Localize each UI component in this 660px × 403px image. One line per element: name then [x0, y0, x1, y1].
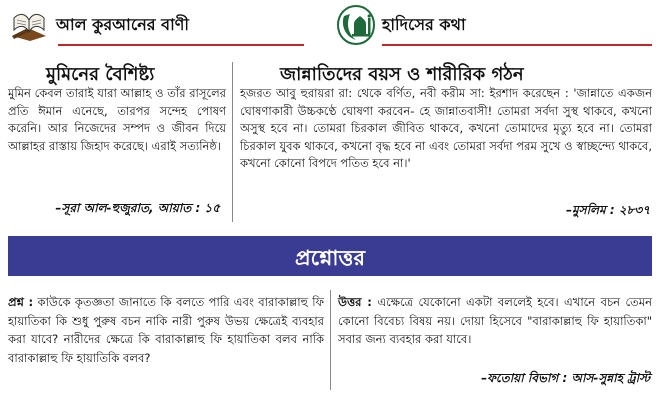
question-block	[8, 293, 324, 367]
hadith-header-title: হাদিসের কথা	[382, 15, 466, 34]
quran-title: মুমিনের বৈশিষ্ট্য	[46, 64, 155, 85]
answer-block	[338, 293, 652, 349]
quran-body: মুমিন কেবল তারাই যারা আল্লাহ ও তাঁর রাসূলের প্রতি ঈমান এনেছে, তারপর সন্দেহ পোষণ করেনি। আর নিজেদের সম্পদ ও জীবন দিয়ে আল্লাহর রাস্তায় জিহাদ করেছে। এরাই সত্যনিষ্ঠ।	[8, 86, 226, 153]
answer-reference: –ফতোয়া বিভাগ : আস-সুন্নাহ ট্রাস্ট	[481, 371, 650, 385]
quran-reference: –সূরা আল-হুজুরাত, আয়াত : ১৫	[55, 201, 220, 215]
hadith-title: জান্নাতিদের বয়স ও শারীরিক গঠন	[280, 64, 524, 85]
hadith-reference: –মুসলিম : ২৮৩৭	[566, 203, 650, 217]
quran-header	[0, 0, 318, 52]
hadith-header	[330, 0, 660, 52]
answer-label: উত্তর :	[338, 295, 372, 309]
question-label: প্রশ্ন :	[8, 295, 34, 309]
answer-text: এক্ষেত্রে যেকোনো একটা বললেই হবে। এখানে বচন তেমন কোনো বিবেচ্য বিষয় নয়। দোয়া হিসেবে "বারাকাল্লাহু ফি হায়াতিকা" সবার জন্য ব্যবহার করা যাবে।	[338, 295, 653, 346]
hadith-body: হজরত আবু হুরায়রা রা: থেকে বর্ণিত, নবী করীম সা: ইরশাদ করেছেন : 'জান্নাতে একজন ঘোষণাকারী উচ্চকণ্ঠে ঘোষণা করবেন- হে জান্নাতবাসী! তোমরা সর্বদা সুস্থ থাকবে, কখনো অসুস্থ হবে না। তোমরা চিরকাল জীবিত থাকবে, কখনো তোমাদের মৃত্যু হবে না। তোমরা চিরকাল যুবক থাকবে, কখনো বৃদ্ধ হবে না এবং তোমরা সর্বদা পরম সুখে ও স্বাচ্ছন্দ্যে থাকবে, কখনো কোনো বিপদে পতিত হবে না।'	[240, 86, 652, 171]
qa-banner	[8, 236, 652, 276]
qa-divider	[330, 290, 331, 390]
quran-book-icon	[8, 6, 50, 42]
quran-header-rule	[58, 44, 304, 46]
quran-header-title: আল কুরআনের বাণী	[56, 15, 189, 34]
hadith-header-rule	[382, 44, 652, 46]
column-divider	[232, 62, 233, 222]
question-text: কাউকে কৃতজ্ঞতা জানাতে কি বলতে পারি এবং বারাকাল্লাহু ফি হায়াতিকা কি শুধু পুরুষ বচন নাকি নারী পুরুষ উভয় ক্ষেত্রেই ব্যবহার করা যাবে? নারীদের ক্ষেত্রে কি বারাকাল্লাহু ফি হায়াতিকা বলব নাকি বারাকাল্লাহু ফি হায়াতিকি বলব?	[8, 295, 324, 365]
qa-banner-title: প্রশ্নোত্তর	[295, 246, 365, 270]
mosque-logo-icon	[336, 4, 376, 46]
